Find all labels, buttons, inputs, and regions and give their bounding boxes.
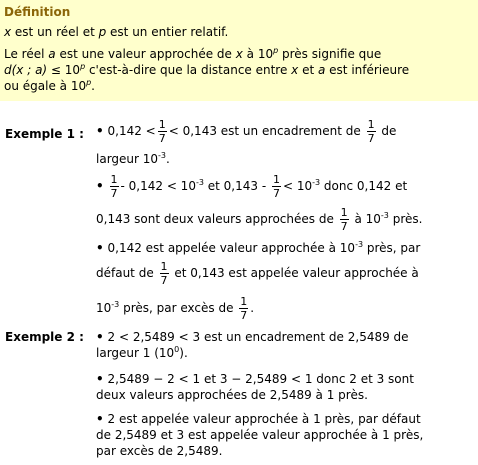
definition-line-1: x est un réel et p est un entier relatif. xyxy=(4,25,229,39)
bullet: • xyxy=(96,179,104,193)
example-2-bullet-3: • 2 est appelée valeur approchée à 1 près, par défaut xyxy=(96,412,421,426)
definition-line-3: d(x ; $a) \le 10^p$ c'est-à-dire que la distance entre x et a est inférieure xyxy=(4,62,410,77)
fraction-one-seventh: $\frac{1}{7}$ xyxy=(340,206,348,233)
bullet: • xyxy=(96,124,104,138)
example-2-bullet-1: • 2 < 2,5489 < 3 est un encadrement de 2,5489 de xyxy=(96,330,409,344)
definition-box xyxy=(0,0,478,101)
bullet: • xyxy=(96,412,104,426)
fraction-one-seventh: $\frac{1}{7}$ xyxy=(158,118,166,145)
example-2-bullet-2: • 2,5489 − 2 < 1 et 3 − 2,5489 < 1 donc 2 et 3 sont xyxy=(96,372,414,386)
fraction-one-seventh: $\frac{1}{7}$ xyxy=(110,173,118,200)
example-1-bullet-2: • $\frac{1}{7}$ - $0,142 < 10^{-3}$ et 0,143 - $\frac{1}{7}$ < $10^{-3}$ donc 0,142 et xyxy=(96,173,408,200)
fraction-one-seventh: $\frac{1}{7}$ xyxy=(160,260,168,287)
example-1-label: Exemple 1 : xyxy=(5,127,84,141)
example-1-bullet-1-line-2: largeur $10^{-3}$. xyxy=(96,151,170,166)
bullet: • xyxy=(96,372,104,386)
fraction-one-seventh: $\frac{1}{7}$ xyxy=(240,295,248,322)
fraction-one-seventh: $\frac{1}{7}$ xyxy=(272,173,280,200)
example-2-bullet-1-line-2: largeur 1 $(10^0)$. xyxy=(96,345,188,360)
example-1-bullet-3-line-2: défaut de $\frac{1}{7}$ et 0,143 est appelée valeur approchée à xyxy=(96,260,419,287)
bullet: • xyxy=(96,330,104,344)
example-2-label: Exemple 2 : xyxy=(5,330,84,344)
example-2-bullet-2-line-2: deux valeurs approchées de 2,5489 à 1 près. xyxy=(96,388,368,402)
definition-title: Définition xyxy=(4,5,71,19)
fraction-one-seventh: $\frac{1}{7}$ xyxy=(367,118,375,145)
definition-line-2: Le réel a est une valeur approchée de x à 10$^p$ près signifie que xyxy=(4,46,382,61)
definition-line-4: ou égale à 10$^p$. xyxy=(4,78,95,93)
example-1-bullet-1: • 0,142 < $\frac{1}{7}$ < 0,143 est un encadrement de $\frac{1}{7}$ de xyxy=(96,118,397,145)
example-1-bullet-3-line-3: $10^{-3}$ près, par excès de $\frac{1}{7}$ . xyxy=(96,295,255,322)
example-1-bullet-3: • 0,142 est appelée valeur approchée à $10^{-3}$ près, par xyxy=(96,240,421,255)
example-2-bullet-3-line-2: de 2,5489 et 3 est appelée valeur approchée à 1 près, xyxy=(96,428,424,442)
bullet: • xyxy=(96,241,104,255)
example-2-bullet-3-line-3: par excès de 2,5489. xyxy=(96,444,223,458)
example-1-bullet-2-line-2: 0,143 sont deux valeurs approchées de $\frac{1}{7}$ à $10^{-3}$ près. xyxy=(96,206,423,233)
